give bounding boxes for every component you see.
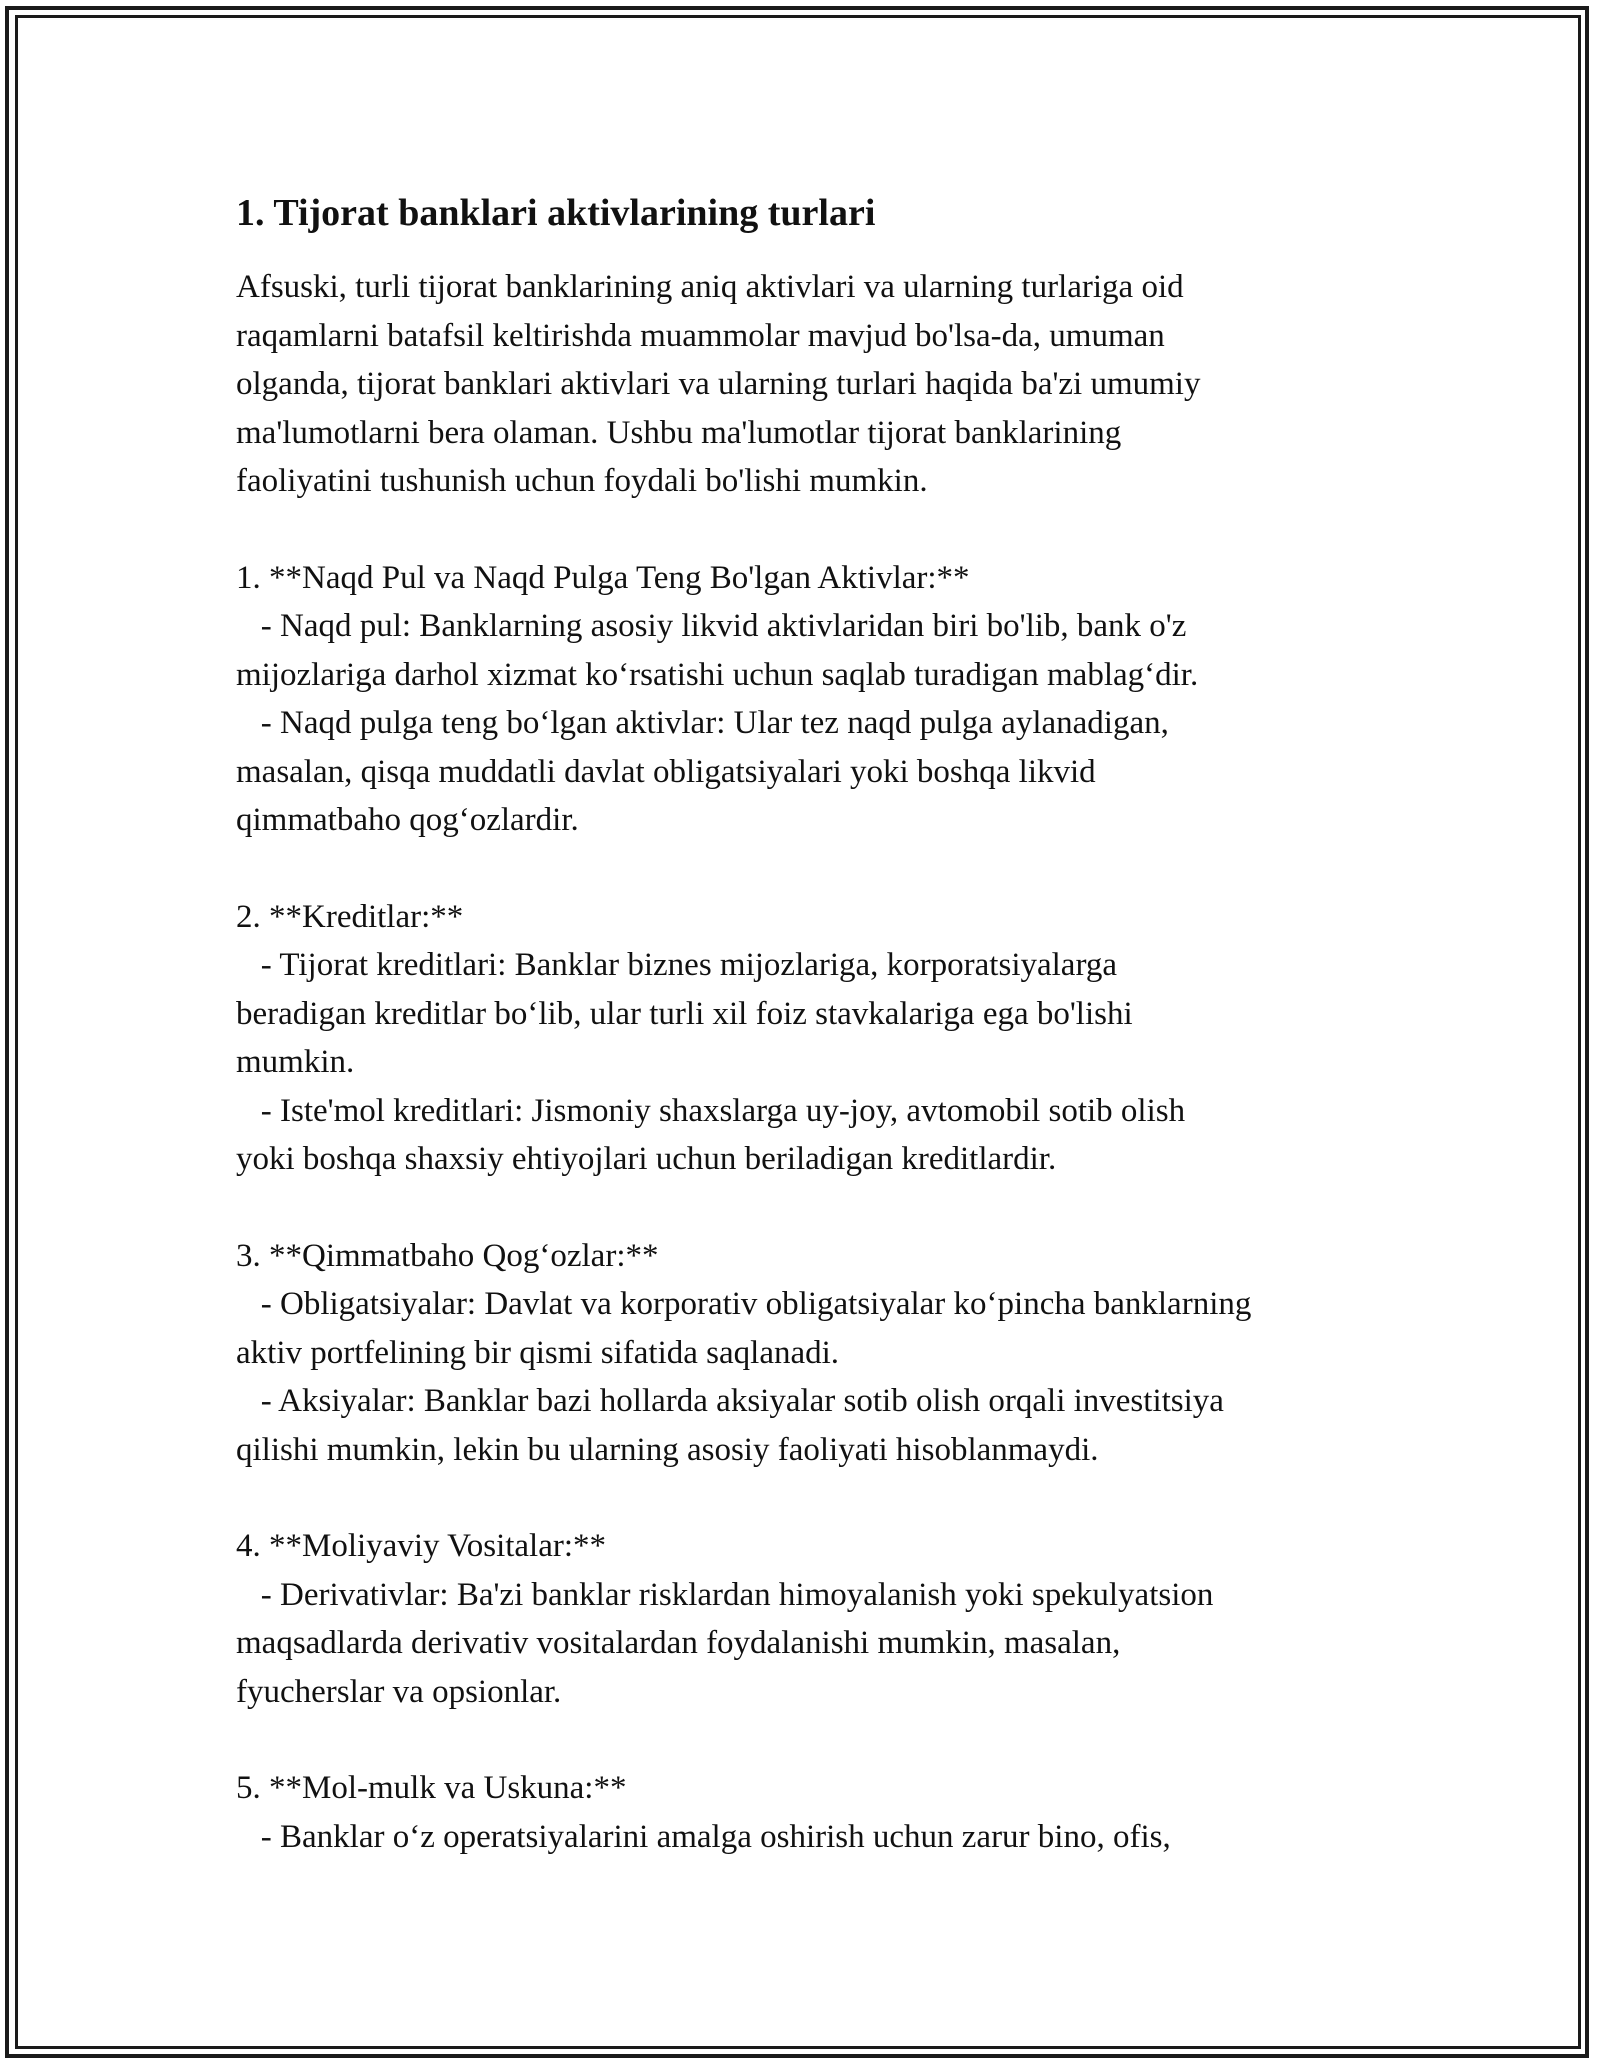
list-item: - Tijorat kreditlari: Banklar biznes mijozlariga, korporatsiyalarga beradigan kreditlar bo‘lib, ular turli xil foiz stavkalariga ega bo'lishi mumkin. [236,947,1133,1080]
section-heading: 5. **Mol-mulk va Uskuna:** [236,1770,627,1806]
list-item: - Derivativlar: Ba'zi banklar risklardan himoyalanish yoki spekulyatsion maqsadlarda derivativ vositalardan foydalanishi mumkin, masalan, fyucherslar va opsionlar. [236,1576,1214,1710]
intro-line: raqamlarni batafsil keltirishda muammolar mavjud bo'lsa-da, umuman [236,317,1165,354]
list-item: - Aksiyalar: Banklar bazi hollarda aksiyalar sotib olish orqali investitsiya qilishi mumkin, lekin bu ularning asosiy faoliyati hisoblanmaydi. [236,1383,1224,1468]
list-item: - Naqd pul: Banklarning asosiy likvid aktivlaridan biri bo'lib, bank o'z mijozlariga darhol xizmat ko‘rsatishi uchun saqlab turadigan mablag‘dir. [236,608,1199,693]
intro-line: Afsuski, turli tijorat banklarining aniq aktivlari va ularning turlariga oid [236,269,1184,305]
intro-line: olganda, tijorat banklari aktivlari va ularning turlari haqida ba'zi umumiy [236,366,1201,402]
section-heading: 2. **Kreditlar:** [236,898,464,935]
document-title: 1. Tijorat banklari aktivlarining turlari [236,192,876,234]
intro-line: faoliyatini tushunish uchun foydali bo'lishi mumkin. [236,463,928,499]
intro-paragraph [236,263,1406,506]
list-item: - Banklar o‘z operatsiyalarini amalga oshirish uchun zarur bino, ofis, [236,1818,1171,1855]
section-securities [236,1232,1406,1475]
section-heading: 3. **Qimmatbaho Qog‘ozlar:** [236,1237,659,1274]
section-heading: 1. **Naqd Pul va Naqd Pulga Teng Bo'lgan Aktivlar:** [236,559,970,596]
section-financial-instruments [236,1522,1406,1716]
document-body [236,185,1406,1861]
section-loans [236,893,1406,1184]
section-heading: 4. **Moliyaviy Vositalar:** [236,1528,607,1564]
section-property-equipment [236,1764,1406,1861]
intro-line: ma'lumotlarni bera olaman. Ushbu ma'lumotlar tijorat banklarining [236,414,1122,451]
list-item: - Naqd pulga teng bo‘lgan aktivlar: Ular tez naqd pulga aylanadigan, masalan, qisqa muddatli davlat obligatsiyalari yoki boshqa likvid qimmatbaho qog‘ozlardir. [236,705,1169,838]
list-item: - Iste'mol kreditlari: Jismoniy shaxslarga uy-joy, avtomobil sotib olish yoki boshqa shaxsiy ehtiyojlari uchun beriladigan kreditlardir. [236,1092,1186,1177]
section-cash [236,554,1406,845]
list-item: - Obligatsiyalar: Davlat va korporativ obligatsiyalar ko‘pincha banklarning aktiv portfelining bir qismi sifatida saqlanadi. [236,1286,1252,1371]
